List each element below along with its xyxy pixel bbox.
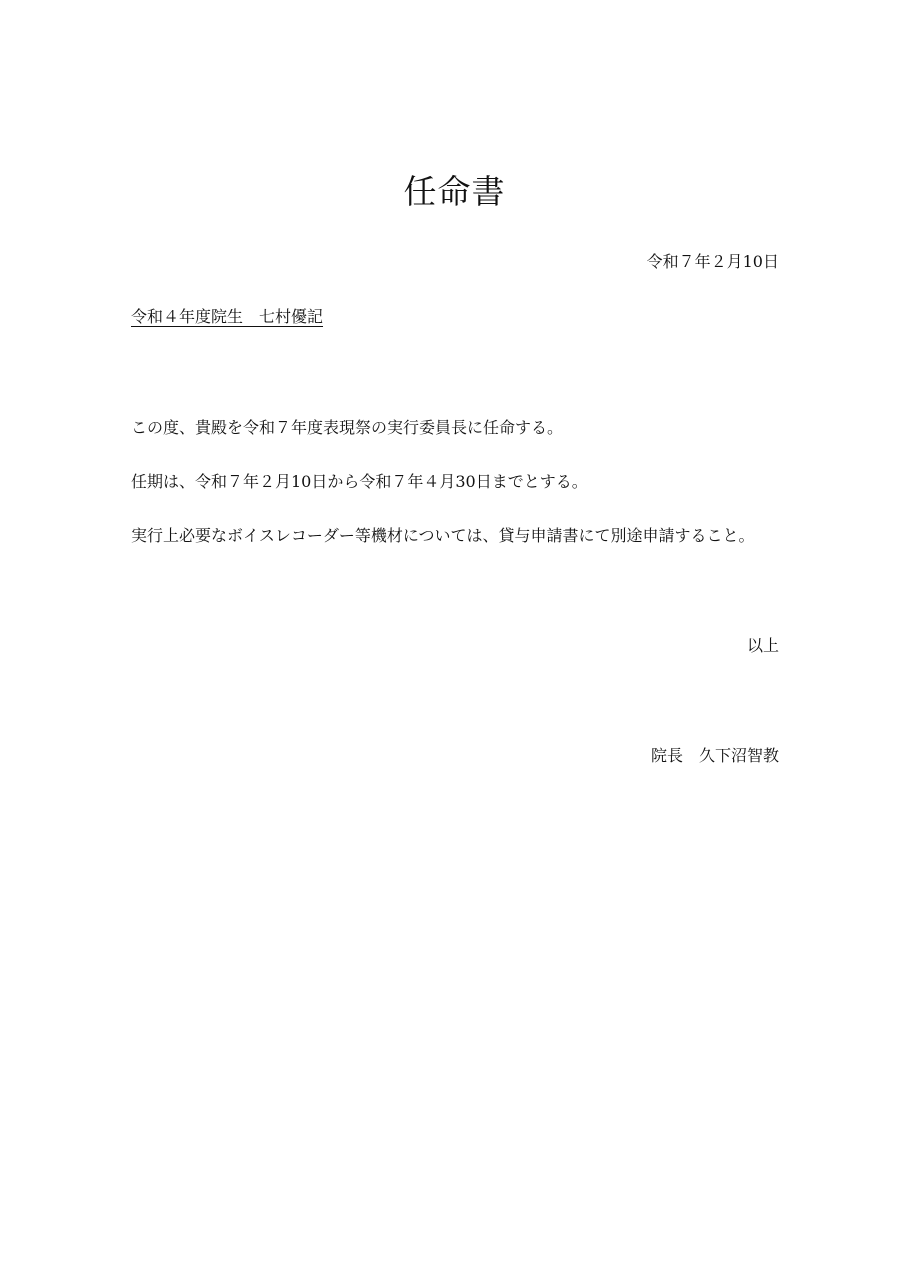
body-paragraph: この度、貴殿を令和７年度表現祭の実行委員長に任命する。 (131, 418, 564, 437)
signatory: 院長 久下沼智教 (650, 746, 779, 765)
body-paragraph: 任期は、令和７年２月10日から令和７年４月30日までとする。 (131, 472, 588, 491)
document-title: 任命書 (403, 172, 506, 211)
closing-text: 以上 (746, 636, 779, 655)
issue-date: 令和７年２月10日 (646, 252, 779, 271)
recipient-name: 令和４年度院生 七村優記 (131, 307, 324, 326)
body-paragraph: 実行上必要なボイスレコーダー等機材については、貸与申請書にて別途申請すること。 (131, 526, 755, 545)
